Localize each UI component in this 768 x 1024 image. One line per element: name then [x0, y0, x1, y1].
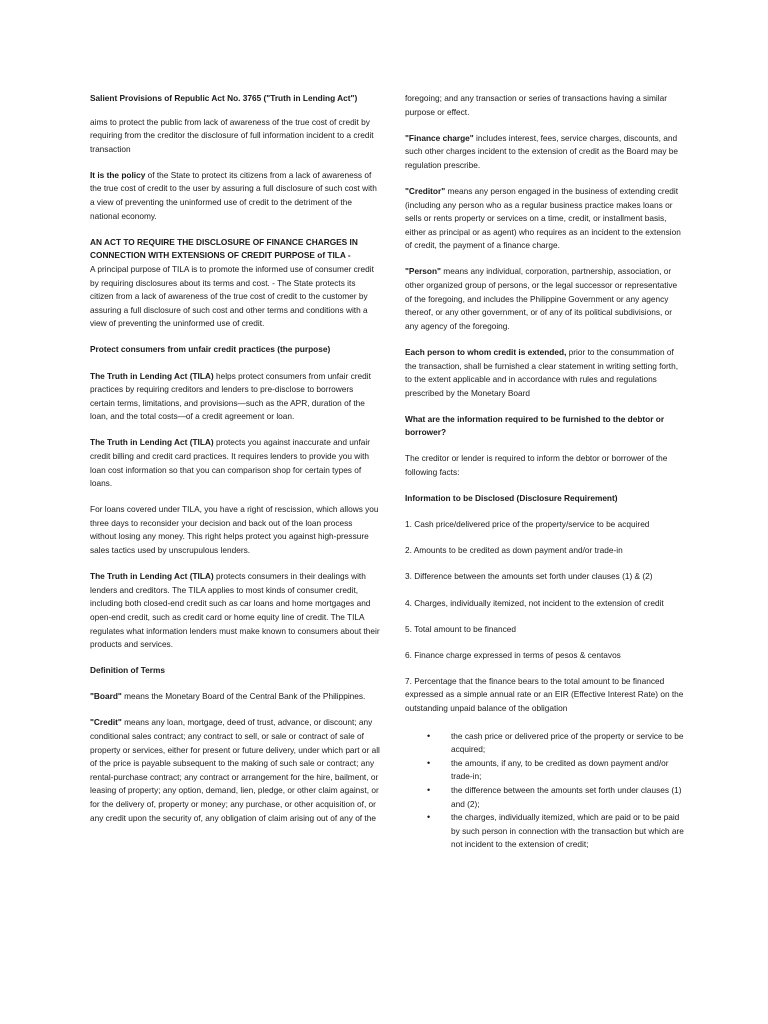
list-item: • the cash price or delivered price of the property or service to be acquired;: [427, 730, 684, 755]
board-definition: "Board" means the Monetary Board of the Central Bank of the Philippines.: [90, 691, 366, 702]
right-column: [405, 92, 685, 852]
each-person-paragraph: Each person to whom credit is extended, prior to the consummation of the transaction, shall be furnished a clear statement in writing setting forth, to the extent applicable and in accordance with rules and regulations prescribed by the Monetary Board: [405, 346, 679, 398]
bullet-icon: •: [427, 730, 431, 741]
disclosure-item-5: 5. Total amount to be financed: [405, 623, 517, 634]
person-definition: "Person" means any individual, corporation, partnership, association, or other organized group of persons, or the legal successor or representative of the foregoing, and includes the Philippine Government or any agency thereof, or any other government, or of any of its political subdivisions, or any agency of the foregoing.: [405, 266, 678, 331]
disclosure-item-4: 4. Charges, individually itemized, not incident to the extension of credit: [405, 597, 664, 608]
bullet-icon: •: [427, 784, 431, 795]
tila-paragraph-1: The Truth in Lending Act (TILA) helps protect consumers from unfair credit practices by requiring creditors and lenders to pre-disclose to borrowers certain terms, limitations, and provisions—such as the APR, duration of the loan, and the total costs—of a credit agreement or loan.: [90, 370, 371, 422]
credit-definition: "Credit" means any loan, mortgage, deed of trust, advance, or discount; any conditional sales contract; any contract to sell, or sale or contract of sale of property or services, either for present or future delivery, under which part or all of the price is payable subsequent to the making of such sale or contract; any rental-purchase contract; any contract or arrangement for the hire, bailment, or leasing of property; any option, demand, lien, pledge, or other claim against, or for the delivery of, property or money; any purchase, or other acquisition of, or any credit upon the security of, any obligation of claim arising out of any of the: [90, 717, 380, 823]
disclosure-item-1: 1. Cash price/delivered price of the property/service to be acquired: [405, 519, 650, 530]
disclosure-bullet-list: [405, 730, 685, 852]
tila-paragraph-3: The Truth in Lending Act (TILA) protects consumers in their dealings with lenders and creditors. The TILA applies to most kinds of consumer credit, including both closed-end credit such as car loans and home mortgages and open-end credit, such as credit card or home equity line of credit. The TILA regulates what information lenders must make known to consumers about their products and services.: [90, 571, 380, 650]
protect-heading: Protect consumers from unfair credit practices (the purpose): [90, 344, 331, 355]
disclosure-item-3: 3. Difference between the amounts set forth under clauses (1) & (2): [405, 571, 653, 582]
left-column: [90, 92, 380, 838]
intro-paragraph: aims to protect the public from lack of awareness of the true cost of credit by requiring from the creditor the disclosure of full information incident to a credit transaction: [90, 116, 374, 154]
disclosure-item-7: 7. Percentage that the finance bears to the total amount to be financed expressed as a simple annual rate or an EIR (Effective Interest Rate) on the outstanding unpaid balance of the obligation: [405, 675, 684, 713]
definitions-heading: Definition of Terms: [90, 665, 165, 676]
disclosure-heading: Information to be Disclosed (Disclosure Requirement): [405, 493, 618, 504]
policy-paragraph: [90, 169, 380, 223]
disclosure-item-2: 2. Amounts to be credited as down payment and/or trade-in: [405, 545, 623, 556]
rescission-paragraph: For loans covered under TILA, you have a right of rescission, which allows you three days to reconsider your decision and back out of the loan process without losing any money. This right helps protect you against high-pressure sales tactics used by unscrupulous lenders.: [90, 504, 379, 556]
information-answer: The creditor or lender is required to inform the debtor or borrower of the following facts:: [405, 453, 668, 478]
act-body: A principal purpose of TILA is to promote the informed use of consumer credit by requiring disclosures about its terms and cost. - The State protects its citizen from a lack of awareness of the true cost of credit to the customer by assuring a full disclosure of such cost and other terms and conditions with a view of preventing the uninformed use of credit.: [90, 263, 374, 329]
creditor-definition: "Creditor" means any person engaged in the business of extending credit (including any person who as a regular business practice makes loans or sells or rents property or services on a time, credit, or installment basis, either as principal or as agent) who requires as an incident to the extension of credit, the payment of a finance charge.: [405, 185, 681, 251]
policy-text: of the State to protect its citizens from a lack of awareness of the true cost of credit to the user by assuring a full disclosure of such cost with a view of preventing the uninformed use of credit to the detriment of the national economy.: [90, 169, 377, 221]
bullet-icon: •: [427, 812, 431, 823]
list-item: • the amounts, if any, to be credited as down payment and/or trade-in;: [427, 757, 669, 782]
finance-charge-definition: "Finance charge" includes interest, fees, service charges, discounts, and such other charges incident to the extension of credit as the Board may be regulation prescribe.: [405, 132, 679, 170]
bullet-icon: •: [427, 757, 431, 768]
policy-bold: It is the policy: [90, 169, 146, 180]
document-title: Salient Provisions of Republic Act No. 3765 ("Truth in Lending Act"): [90, 93, 358, 103]
credit-definition-continued: foregoing; and any transaction or series of transactions having a similar purpose or effect.: [405, 93, 667, 117]
tila-paragraph-2: The Truth in Lending Act (TILA) protects you against inaccurate and unfair credit billing and credit card practices. It requires lenders to provide you with loan cost information so that you can comparison shop for certain types of loans.: [90, 437, 371, 489]
list-item: • the charges, individually itemized, which are paid or to be paid by such person in connection with the transaction but which are not incident to the extension of credit;: [427, 812, 684, 850]
information-question: What are the information required to be furnished to the debtor or borrower?: [405, 413, 665, 438]
act-heading: AN ACT TO REQUIRE THE DISCLOSURE OF FINANCE CHARGES IN CONNECTION WITH EXTENSIONS OF CREDIT PURPOSE of TILA -: [90, 236, 358, 261]
list-item: • the difference between the amounts set forth under clauses (1) and (2);: [427, 784, 682, 809]
disclosure-item-6: 6. Finance charge expressed in terms of pesos & centavos: [405, 649, 621, 660]
